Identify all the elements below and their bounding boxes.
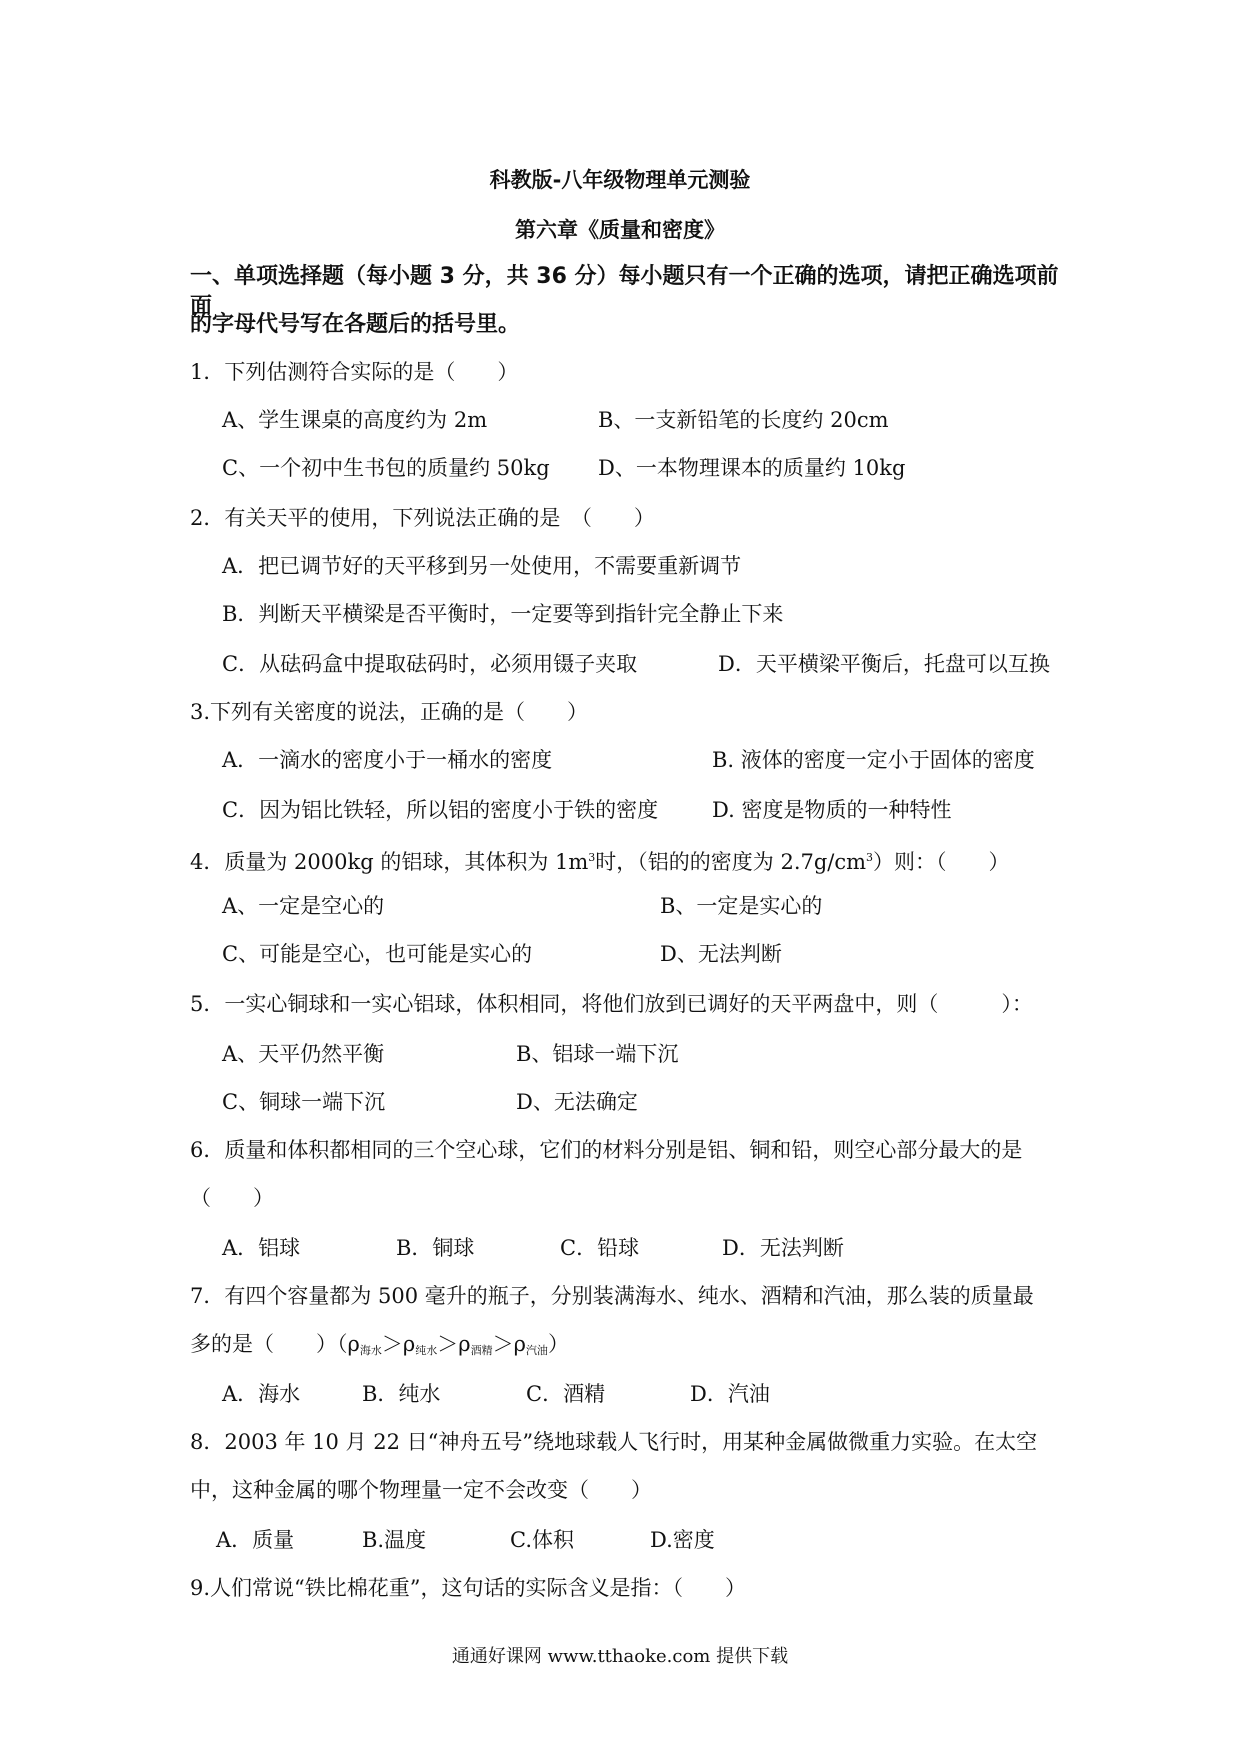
question-4-stem-part1: 4．质量为 2000kg 的铝球，其体积为 1m [190,850,589,874]
question-5-option-a: A、天平仍然平衡 [222,1042,385,1066]
question-7-subscript-alcohol: 酒精 [470,1344,493,1357]
question-7-greater-than-1: ＞ρ [381,1332,416,1356]
question-7-subscript-seawater: 海水 [359,1344,382,1357]
page-footer: 通通好课网 www.tthaoke.com 提供下载 [451,1646,789,1667]
question-3-option-d: D. 密度是物质的一种特性 [712,798,952,822]
question-2-option-c: C．从砝码盒中提取砝码时，必须用镊子夹取 [222,652,638,676]
question-3-option-b: B. 液体的密度一定小于固体的密度 [712,748,1035,772]
question-6-option-d: D．无法判断 [722,1236,844,1260]
question-2-stem: 2．有关天平的使用，下列说法正确的是 （ ） [190,506,655,530]
question-5-stem: 5．一实心铜球和一实心铝球，体积相同，将他们放到已调好的天平两盘中，则（ ）： [190,992,1033,1016]
question-5-option-b: B、铝球一端下沉 [516,1042,679,1066]
question-5-option-d: D、无法确定 [516,1090,638,1114]
question-1-option-d: D、一本物理课本的质量约 10kg [598,456,906,480]
question-7-stem2-part1: 多的是（ ）（ρ [190,1332,360,1356]
question-3-option-a: A．一滴水的密度小于一桶水的密度 [222,748,553,772]
question-8-option-c: C.体积 [510,1528,574,1552]
question-7-option-a: A．海水 [222,1382,301,1406]
question-6-stem: 6．质量和体积都相同的三个空心球，它们的材料分别是铝、铜和铅，则空心部分最大的是 [190,1138,1023,1162]
question-4-superscript-2: 3 [866,851,874,864]
question-4-option-d: D、无法判断 [660,942,782,966]
question-2-option-b: B．判断天平横梁是否平衡时，一定要等到指针完全静止下来 [222,602,784,626]
question-2-option-d: D．天平横梁平衡后，托盘可以互换 [718,652,1050,676]
question-8-option-a: A．质量 [216,1528,295,1552]
question-7-stem2-part2: ） [547,1332,569,1356]
question-7-option-b: B．纯水 [362,1382,441,1406]
question-8-option-b: B.温度 [362,1528,427,1552]
question-7-subscript-purewater: 纯水 [415,1344,438,1357]
page-title: 科教版-八年级物理单元测验 [489,168,751,192]
question-2-option-a: A．把已调节好的天平移到另一处使用，不需要重新调节 [222,554,742,578]
question-7-greater-than-2: ＞ρ [437,1332,471,1356]
question-4-stem-part3: ）则：（ ） [873,850,1010,874]
question-4-superscript-1: 3 [588,851,596,864]
question-6-stem-continued: （ ） [190,1186,274,1210]
question-1-stem: 1．下列估测符合实际的是（ ） [190,360,519,384]
question-7-option-d: D．汽油 [690,1382,770,1406]
question-7-greater-than-3: ＞ρ [492,1332,526,1356]
question-4-option-b: B、一定是实心的 [660,894,823,918]
question-7-option-c: C．酒精 [526,1382,606,1406]
question-6-option-b: B．铜球 [396,1236,475,1260]
question-8-stem: 8．2003 年 10 月 22 日“神舟五号”绕地球载人飞行时，用某种金属做微重力实验。在太空 [190,1430,1038,1454]
question-1-option-c: C、一个初中生书包的质量约 50kg [222,456,550,480]
section-heading-line1: 一、单项选择题（每小题 3 分，共 36 分）每小题只有一个正确的选项，请把正确选项前面 [190,264,1059,319]
question-6-option-a: A．铝球 [222,1236,301,1260]
question-8-option-d: D.密度 [650,1528,715,1552]
question-8-stem-continued: 中，这种金属的哪个物理量一定不会改变（ ） [190,1478,652,1502]
question-4-option-c: C、可能是空心，也可能是实心的 [222,942,533,966]
question-7-subscript-gasoline: 汽油 [525,1344,548,1357]
question-4-stem-part2: 时，（铝的的密度为 2.7g/cm [595,850,867,874]
question-4-option-a: A、一定是空心的 [222,894,385,918]
question-3-option-c: C．因为铝比铁轻，所以铝的密度小于铁的密度 [222,798,659,822]
question-7-stem-continued [190,1330,569,1365]
question-9-stem: 9.人们常说“铁比棉花重”，这句话的实际含义是指：（ ） [190,1576,747,1600]
question-5-option-c: C、铜球一端下沉 [222,1090,386,1114]
question-6-option-c: C．铅球 [560,1236,640,1260]
question-4-stem [190,844,1010,876]
question-1-option-a: A、学生课桌的高度约为 2m [222,408,488,432]
section-heading-line2: 的字母代号写在各题后的括号里。 [190,312,521,337]
question-1-option-b: B、一支新铅笔的长度约 20cm [598,408,889,432]
question-7-stem: 7．有四个容量都为 500 毫升的瓶子，分别装满海水、纯水、酒精和汽油，那么装的质量最 [190,1284,1034,1308]
page-subtitle: 第六章《质量和密度》 [515,218,725,242]
question-3-stem: 3.下列有关密度的说法，正确的是（ ） [190,700,589,724]
